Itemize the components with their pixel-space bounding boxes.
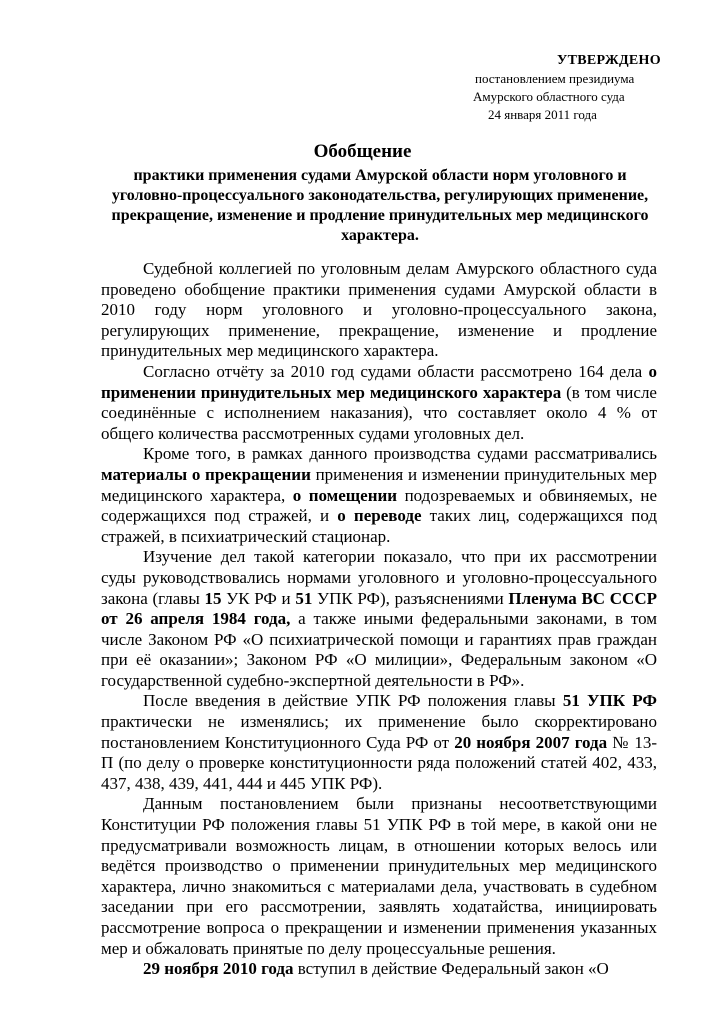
paragraph-6: Данным постановлением были признаны несоответствующими Конституции РФ положения главы 51 УПК РФ в той мере, в какой они не предусматривали возможность лицам, в отношении которых велось или ведётся производство о применении принудительных мер медицинского характера, лично знакомиться с материалами дела, участвовать в судебном заседании при его рассмотрении, заявлять ходатайства, инициировать рассмотрение вопроса о прекращении и изменении применения указанных мер и обжаловать принятые по делу процессуальные решения.	[101, 794, 657, 958]
paragraph-7-text-a: вступил в действие Федеральный закон «О	[293, 959, 609, 979]
paragraph-4	[101, 547, 657, 691]
paragraph-5-bold-b: 20 ноября 2007 года	[454, 732, 608, 752]
paragraph-7-bold-a: 29 ноября 2010 года	[143, 959, 294, 979]
paragraph-3-text-d: таких лиц, содержащихся под стражей, в психиатрический стационар.	[101, 506, 657, 546]
paragraph-3-text-a: Кроме того, в рамках данного производства судами рассматривались	[143, 444, 657, 464]
paragraph-4-bold-b: 51	[295, 588, 313, 608]
paragraph-3-bold-c: о переводе	[337, 506, 422, 526]
paragraph-3-bold-b: о помещении	[292, 485, 398, 505]
paragraph-4-bold-a: 15	[204, 588, 222, 608]
paragraph-4-text-d: а также иными федеральными законами, в том числе Законом РФ «О психиатрической помощи и гарантиях прав граждан при её оказании»; Законом РФ «О милиции», Федеральным законом «О государственной судебно-экспертной деятельности в РФ».	[101, 609, 658, 690]
paragraph-1: Судебной коллегией по уголовным делам Амурского областного суда проведено обобщение практики применения судами Амурской области в 2010 году норм уголовного и уголовно-процессуального закона, регулирующих применение, прекращение, изменение и продление принудительных мер медицинского характера.	[101, 259, 657, 361]
paragraph-7	[101, 959, 657, 980]
approval-line-2: Амурского областного суда	[473, 89, 625, 104]
document-body	[101, 259, 657, 980]
paragraph-3-text-c: подозреваемых и обвиняемых, не содержащихся под стражей, и	[101, 485, 657, 526]
paragraph-3-text-b: применения и изменении принудительных мер медицинского характера,	[101, 464, 657, 505]
paragraph-5-text-b: практически не изменялись; их применение было скорректировано постановлением Конституционного Суда РФ от	[101, 712, 657, 752]
paragraph-4-bold-c: Пленума ВС СССР от 26 апреля 1984 года,	[101, 588, 657, 629]
paragraph-3	[101, 444, 657, 547]
approval-date: 24 января 2011 года	[488, 107, 597, 122]
document-title: Обобщение	[313, 141, 412, 162]
paragraph-3-bold-a: материалы о прекращении	[101, 464, 311, 484]
paragraph-5-text-a: После введения в действие УПК РФ положения главы	[143, 691, 563, 711]
paragraph-4-text-c: УПК РФ), разъяснениями	[312, 588, 509, 608]
paragraph-5-bold-a: 51 УПК РФ	[562, 691, 657, 711]
paragraph-2-text-a: Согласно отчёту за 2010 год судами области рассмотрено 164 дела	[143, 361, 649, 381]
paragraph-5	[101, 691, 657, 794]
paragraph-2-text-b: (в том числе соединённые с исполнением наказания), что составляет около 4 % от общего количества рассмотренных судами уголовных дел.	[101, 382, 657, 443]
paragraph-2-bold-a: о применении принудительных мер медицинского характера	[101, 361, 657, 402]
paragraph-2	[101, 362, 657, 444]
document-subtitle: практики применения судами Амурской области норм уголовного и уголовно-процессуального законодательства, регулирующих применение, прекращение, изменение и продление принудительных мер медицинского характера.	[111, 167, 649, 244]
paragraph-4-text-b: УК РФ и	[221, 588, 296, 608]
paragraph-5-text-c: № 13-П (по делу о проверке конституционности ряда положений статей 402, 433, 437, 438, 439, 441, 444 и 445 УПК РФ).	[101, 732, 657, 793]
paragraph-4-text-a: Изучение дел такой категории показало, что при их рассмотрении суды руководствовались нормами уголовного и уголовно-процессуального закона (главы	[101, 547, 657, 608]
approval-heading: УТВЕРЖДЕНО	[557, 53, 661, 68]
approval-line-1: постановлением президиума	[475, 71, 635, 86]
